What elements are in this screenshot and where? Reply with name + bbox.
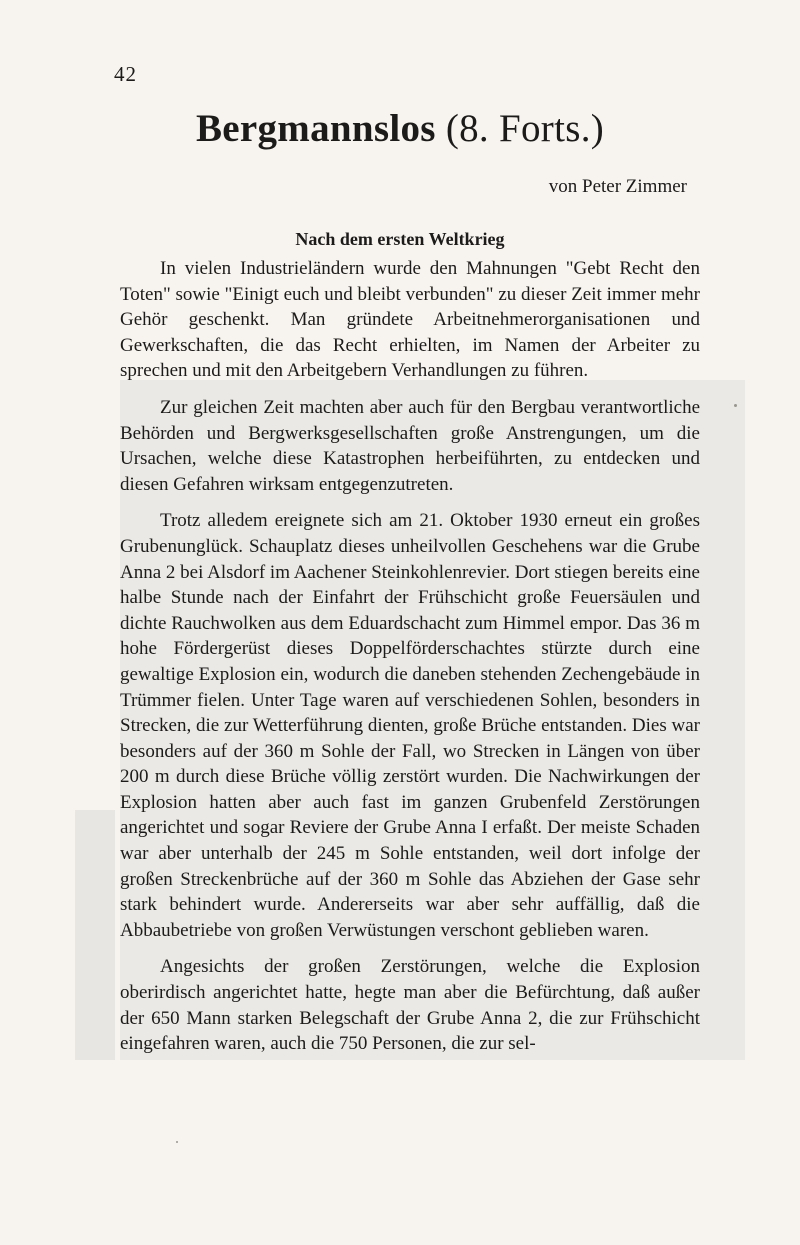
bleed-through-shadow bbox=[75, 810, 115, 1060]
paper-speck bbox=[734, 404, 737, 407]
paper-speck bbox=[176, 1141, 178, 1143]
paragraph: Zur gleichen Zeit machten aber auch für den Bergbau verantwortliche Behörden und Bergwerksgesellschaften große Anstrengungen, um die Ursachen, welche diese Katastrophen herbeiführten, zu entdecken und diesen Gefahren wirksam entgegenzutreten. bbox=[120, 396, 700, 495]
article-body bbox=[120, 256, 700, 1068]
section-heading: Nach dem ersten Weltkrieg bbox=[295, 229, 505, 249]
article-title bbox=[0, 106, 800, 151]
title-main: Bergmannslos bbox=[195, 107, 436, 150]
title-suffix: (8. Forts.) bbox=[445, 107, 605, 150]
page-number: 42 bbox=[114, 62, 137, 86]
paragraph: In vielen Industrieländern wurde den Mahnungen "Gebt Recht den Toten" sowie "Einigt euch und bleibt verbunden" zu dieser Zeit immer mehr Gehör geschenkt. Man gründete Arbeitnehmerorganisationen und Gewerkschaften, die das Recht erhielten, im Namen der Arbeiter zu sprechen und mit den Arbeitgebern Verhandlungen zu führen. bbox=[120, 258, 700, 382]
paragraph: Trotz alledem ereignete sich am 21. Oktober 1930 erneut ein großes Grubenunglück. Schauplatz dieses unheilvollen Geschehens war die Grube Anna 2 bei Alsdorf im Aachener Steinkohlenrevier. Dort stiegen bereits eine halbe Stunde nach der Einfahrt der Frühschicht große Feuersäulen und dichte Rauchwolken aus dem Eduardschacht zum Himmel empor. Das 36 m hohe Fördergerüst dieses Doppelförderschachtes stürzte durch eine gewaltige Explosion ein, wodurch die daneben stehenden Zechengebäude in Trümmer fielen. Unter Tage waren auf verschiedenen Sohlen, besonders in Strecken, die zur Wetterführung dienten, große Brüche entstanden. Dies war besonders auf der 360 m Sohle der Fall, wo Strecken in Längen von über 200 m durch diese Brüche völlig zerstört wurden. Die Nachwirkungen der Explosion hatten aber auch fast im ganzen Grubenfeld Zerstörungen angerichtet und sogar Reviere der Grube Anna I erfaßt. Der meiste Schaden war aber unterhalb der 245 m Sohle entstanden, weil dort infolge der großen Streckenbrüche auf der 360 m Sohle das Abziehen der Gase sehr stark behindert wurde. Andererseits war aber sehr auffällig, daß die Abbaubetriebe von großen Verwüstungen verschont geblieben waren. bbox=[120, 510, 700, 941]
paragraph: Angesichts der großen Zerstörungen, welche die Explosion oberirdisch angerichtet hatte, hegte man aber die Befürchtung, daß außer der 650 Mann starken Belegschaft der Grube Anna 2, die zur Frühschicht eingefahren waren, auch die 750 Personen, die zur sel- bbox=[120, 956, 700, 1055]
author-line: von Peter Zimmer bbox=[548, 176, 687, 197]
